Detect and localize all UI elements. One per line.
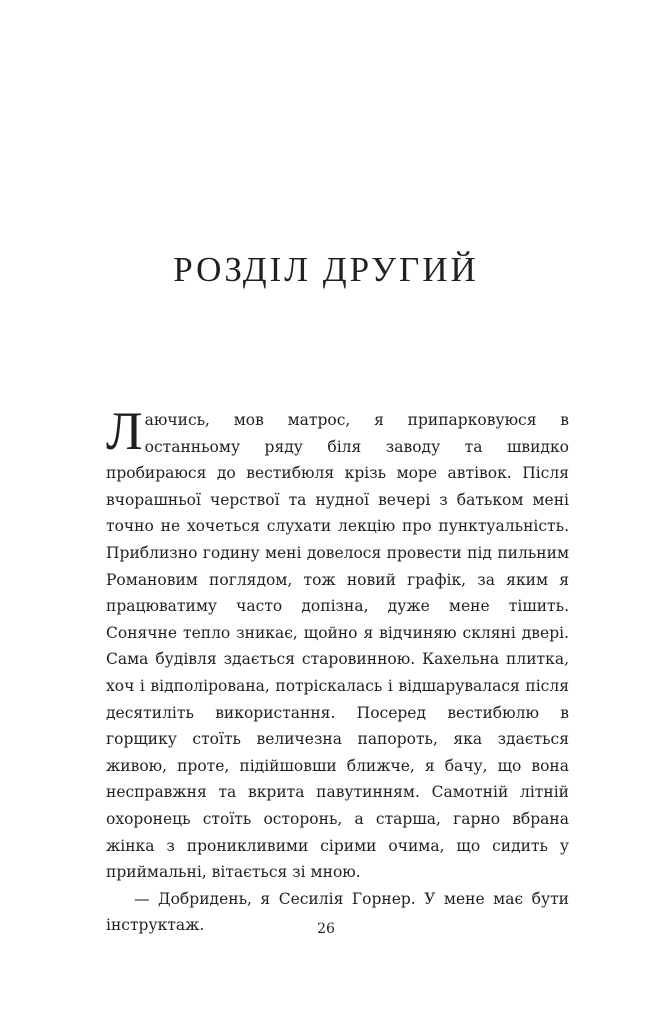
paragraph-1: Лаючись, мов матрос, я припарковуюся в останньому ряду біля заводу та швидко пробираюся до вестибюля крізь море автівок. Після вчорашньої черствої та нудної вечері з батьком мені точно не хочеться слухати лекцію про пунктуальність. Приблизно годину мені довелося провести під пильним Романовим поглядом, тож новий графік, за яким я працюватиму часто допізна, дуже мене тішить. Сонячне тепло зникає, щойно я відчиняю скляні двері. Сама будівля здається старовинною. Кахельна плитка, хоч і відполірована, потріскалась і відшарувалася після десятиліть використання. Посеред вестибюлю в горщику стоїть величезна папороть, яка здається живою, проте, підійшовши ближче, я бачу, що вона несправжня та вкрита павутинням. Самотній літній охоронець стоїть осторонь, а старша, гарно вбрана жінка з проникливими сірими очима, що сидить у приймальні, вітається зі мною. bbox=[106, 401, 569, 882]
chapter-text bbox=[106, 401, 569, 939]
chapter-title: РОЗДІЛ ДРУГИЙ bbox=[173, 250, 479, 289]
page-number: 26 bbox=[317, 921, 335, 937]
paragraph-2: — Добридень, я Сесилія Горнер. У мене має бути інструктаж. bbox=[106, 889, 569, 935]
